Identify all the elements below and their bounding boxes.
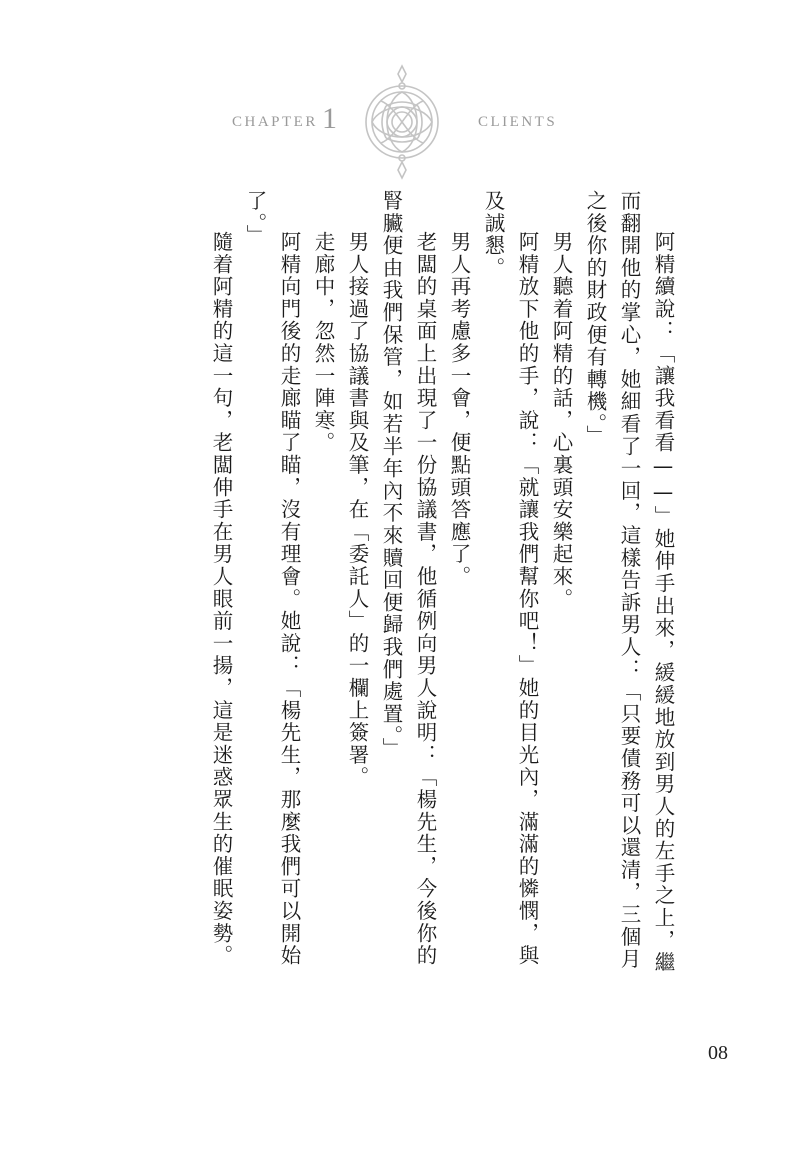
text-column: 男人再考慮多一會，便點頭答應了。 (447, 231, 471, 588)
chapter-number: 1 (322, 102, 337, 135)
text-column: 男人接過了協議書與及筆，在「委託人」的一欄上簽署。 (345, 231, 369, 789)
text-column: 男人聽着阿精的話，心裏頭安樂起來。 (549, 231, 573, 611)
text-column: 阿精放下他的手，說：「就讓我們幫你吧！」她的目光內，滿滿的憐憫，與 (515, 231, 539, 967)
text-column: 及誠懇。 (481, 190, 505, 280)
text-column: 阿精續說：「讓我看看——」她伸手出來，緩緩地放到男人的左手之上，繼 (651, 231, 675, 974)
text-column: 之後你的財政便有轉機。」 (583, 190, 607, 448)
text-column: 隨着阿精的這一句，老闆伸手在男人眼前一揚，這是迷惑眾生的催眠姿勢。 (209, 231, 233, 967)
text-column: 腎臟便由我們保管，如若半年內不來贖回便歸我們處置。」 (379, 190, 403, 760)
chapter-label: CHAPTER (232, 114, 318, 130)
text-column: 了。」 (243, 190, 267, 247)
vertical-text-block (189, 190, 674, 1010)
text-column: 阿精向門後的走廊瞄了瞄，沒有理會。她說：「楊先生，那麼我們可以開始 (277, 231, 301, 967)
text-column: 而翻開他的掌心，她細看了一回，這樣告訴男人：「只要債務可以還清，三個月 (617, 190, 641, 971)
knot-ornament-icon (352, 62, 452, 182)
page-number: 08 (708, 1042, 728, 1064)
chapter-header (0, 28, 798, 168)
text-column: 老闆的桌面上出現了一份協議書，他循例向男人說明：「楊先生，今後你的 (413, 231, 437, 967)
chapter-title: CLIENTS (478, 114, 558, 130)
text-column: 走廊中，忽然一陣寒。 (311, 231, 335, 454)
